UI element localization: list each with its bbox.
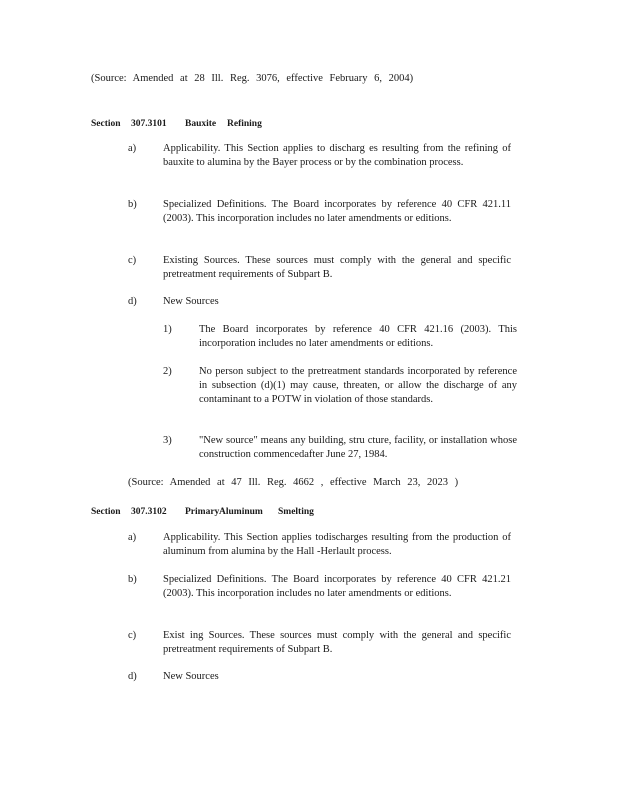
section-title-word: Refining [227,119,262,129]
item-text-a: Applicability. This Section applies to discharg es resulting from the refining of bauxite to alumina by the Bayer process or by the combination process. [163,143,511,168]
section-number: 307.3101 [131,119,167,129]
item-label-d: d) [128,296,137,307]
section-heading-307-3101 [91,117,262,131]
item-label-b: b) [128,574,137,585]
section-title-word: Primary [185,507,220,517]
item-text-d: New Sources [163,296,219,307]
item-text-d: New Sources [163,671,219,682]
section-title-word: Bauxite [185,119,217,129]
subitem-label-3: 3) [163,435,172,446]
item-text-b: Specialized Definitions. The Board incorporates by reference 40 CFR 421.21 (2003). This incorporation includes no later amendments or editions. [163,574,511,599]
item-text-c: Exist ing Sources. These sources must comply with the general and specific pretreatment requirements of Subpart B. [163,630,511,655]
item-label-d: d) [128,671,137,682]
source-note-1: (Source: Amended at 28 Ill. Reg. 3076, effective February 6, 2004) [91,73,414,84]
subitem-label-1: 1) [163,324,172,335]
item-text-b: Specialized Definitions. The Board incorporates by reference 40 CFR 421.11 (2003). This incorporation includes no later amendments or editions. [163,199,511,224]
section-title-word: Smelting [278,507,314,517]
item-text-a: Applicability. This Section applies todischarges resulting from the production of aluminum from alumina by the Hall -Herlault process. [163,532,511,557]
section-title-word: Aluminum [219,507,263,517]
item-text-c: Existing Sources. These sources must comply with the general and specific pretreatment requirements of Subpart B. [163,255,511,280]
item-label-b: b) [128,199,137,210]
item-label-a: a) [128,143,137,154]
item-label-a: a) [128,532,137,543]
item-label-c: c) [128,630,137,641]
subitem-text-3: "New source" means any building, stru cture, facility, or installation whose construction commencedafter June 27, 1984. [199,435,517,460]
item-label-c: c) [128,255,137,266]
subitem-text-1: The Board incorporates by reference 40 CFR 421.16 (2003). This incorporation includes no later amendments or editions. [199,324,517,349]
subitem-text-2: No person subject to the pretreatment standards incorporated by reference in subsection (d)(1) may cause, threaten, or allow the discharge of any contaminant to a POTW in violation of those standards. [199,366,517,405]
section-heading-307-3102 [91,505,314,519]
source-note-2: (Source: Amended at 47 Ill. Reg. 4662 , effective March 23, 2023 ) [128,477,459,488]
subitem-label-2: 2) [163,366,172,377]
section-label: Section [91,119,121,129]
section-number: 307.3102 [131,507,167,517]
section-label: Section [91,507,121,517]
